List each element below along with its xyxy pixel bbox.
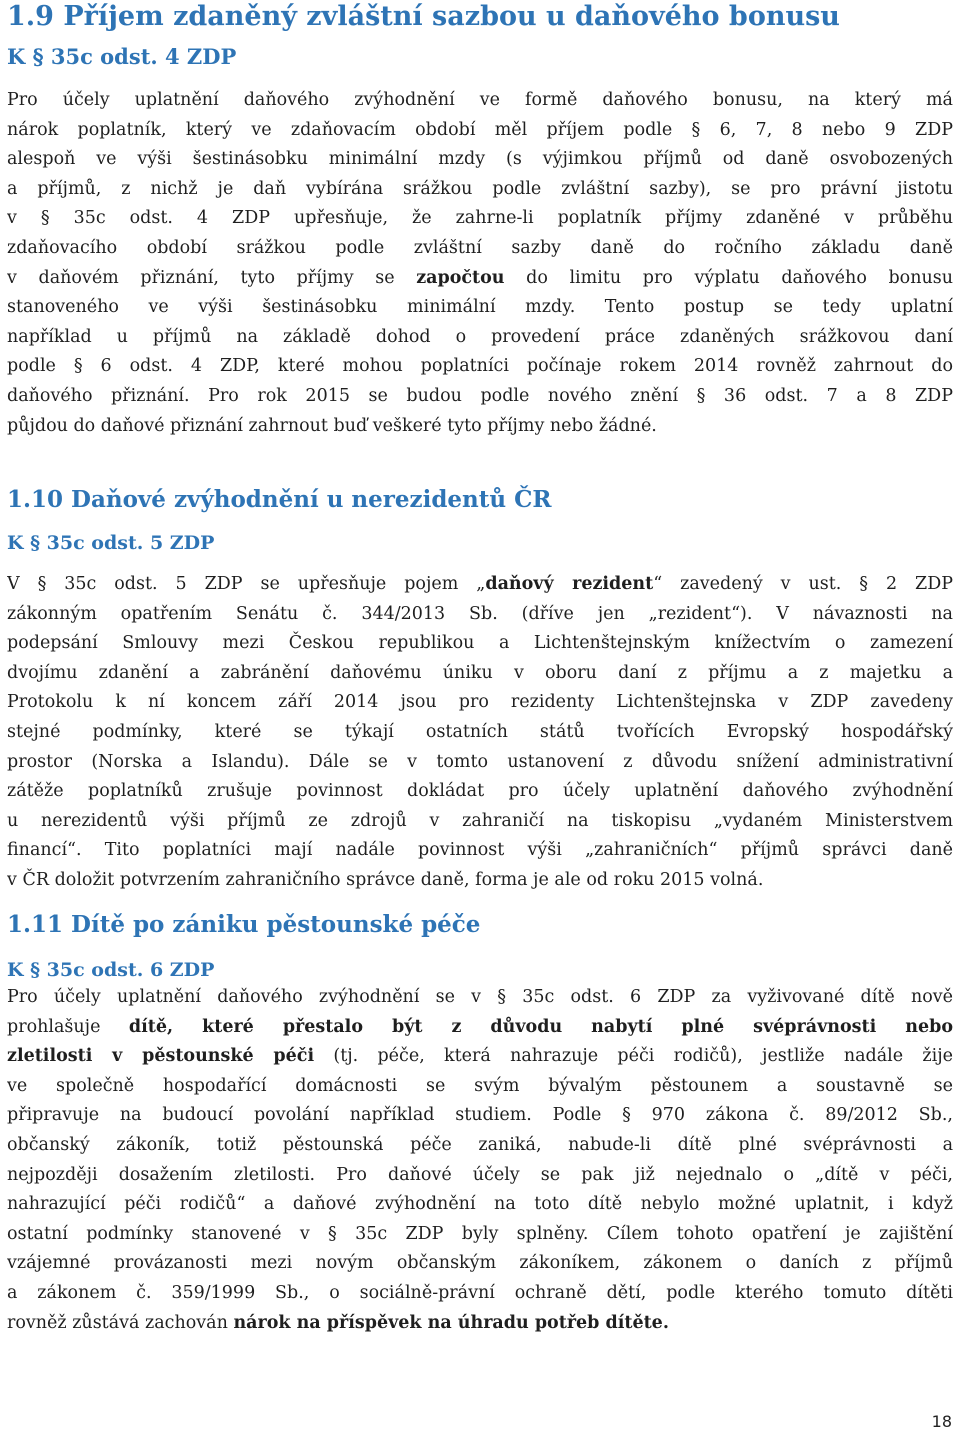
text-line: a zákonem č. 359/1999 Sb., o sociálně-právní ochraně dětí, podle kterého tomuto dítěti [7,1282,953,1303]
text-line: nárok poplatník, který ve zdaňovacím období měl příjem podle § 6, 7, 8 nebo 9 ZDP [7,119,953,140]
text-fragment: (tj. péče, která nahrazuje péči rodičů), jestliže nadále žije [314,1046,953,1067]
section-ref-1-11: K § 35c odst. 6 ZDP [7,959,215,981]
text-line: vzájemné provázanosti mezi novým občanským zákoníkem, zákonem o daních z příjmů [7,1253,953,1274]
text-line: v ČR doložit potvrzením zahraničního správce daně, forma je ale od roku 2015 volná. [7,869,764,890]
text-line: zátěže poplatníků zrušuje povinnost dokládat pro účely uplatnění daňového zvýhodnění [7,781,953,802]
text-line: podepsání Smlouvy mezi Českou republikou a Lichtenštejnským knížectvím o zamezení [7,633,953,654]
section-heading-1-11: 1.11 Dítě po zániku pěstounské péče [7,911,481,938]
text-line: dvojímu zdanění a zabránění daňovému úniku v oboru daní z příjmu a z majetku a [7,662,953,683]
text-line: stanoveného ve výši šestinásobku minimální mzdy. Tento postup se tedy uplatní [7,297,953,318]
paragraph-1-10 [7,570,953,896]
text-line: stejné podmínky, které se týkají ostatních států tvořících Evropský hospodářský [7,721,953,742]
text-line: Protokolu k ní koncem září 2014 jsou pro rezidenty Lichtenštejnska v ZDP zavedeny [7,692,953,713]
page-number: 18 [931,1412,952,1431]
bold-text: zletilosti v pěstounské péči [7,1046,315,1067]
text-line: připravuje na budoucí povolání například studiem. Podle § 970 zákona č. 89/2012 Sb., [7,1105,953,1126]
text-line [7,1309,953,1339]
text-fragment: rovněž zůstává zachován [7,1312,234,1333]
text-line: a příjmů, z nichž je daň vybírána srážkou podle zvláštní sazby), se pro právní jistotu [7,178,953,199]
text-fragment: do limitu pro výplatu daňového bonusu [504,267,953,288]
text-line: občanský zákoník, totiž pěstounská péče zaniká, nabude-li dítě plné svéprávnosti a [7,1134,953,1155]
section-ref-1-10: K § 35c odst. 5 ZDP [7,532,215,554]
text-fragment: V § 35c odst. 5 ZDP se upřesňuje pojem „ [7,574,486,594]
text-line: Pro účely uplatnění daňového zvýhodnění se v § 35c odst. 6 ZDP za vyživované dítě nově [7,987,953,1007]
text-line [7,1042,953,1072]
text-line [7,264,953,294]
bold-text: daňový rezident [485,574,654,594]
text-line: ve společně hospodařící domácnosti se svým bývalým pěstounem a soustavně se [7,1075,953,1096]
text-line: nejpozději dosažením zletilosti. Pro daňové účely se pak již nejednalo o „dítě v péči, [7,1164,953,1185]
bold-text: nárok na příspěvek na úhradu potřeb dítěte. [233,1312,669,1333]
text-line: podle § 6 odst. 4 ZDP, které mohou poplatníci počínaje rokem 2014 rovněž zahrnout do [7,356,953,377]
text-line: u nerezidentů výši příjmů ze zdrojů v zahraničí na tiskopisu „vydaném Ministerstvem [7,810,953,831]
text-line: nahrazující péči rodičů“ a daňové zvýhodnění na toto dítě nebylo možné uplatnit, i když [7,1194,953,1215]
section-heading-1-10: 1.10 Daňové zvýhodnění u nerezidentů ČR [7,486,552,513]
section-heading-1-9: 1.9 Příjem zdaněný zvláštní sazbou u daňového bonusu [7,1,840,32]
text-line: zákonným opatřením Senátu č. 344/2013 Sb. (dříve jen „rezident“). V návaznosti na [7,603,953,624]
text-line [7,1013,953,1043]
text-line: Pro účely uplatnění daňového zvýhodnění ve formě daňového bonusu, na který má [7,90,953,110]
text-line: v § 35c odst. 4 ZDP upřesňuje, že zahrne-li poplatník příjmy zdaněné v průběhu [7,208,953,229]
paragraph-1-9 [7,86,953,441]
bold-text: započtou [416,267,505,288]
text-line [7,570,953,600]
text-line: ostatní podmínky stanovené v § 35c ZDP byly splněny. Cílem tohoto opatření je zajištění [7,1223,953,1244]
text-line: půjdou do daňové přiznání zahrnout buď veškeré tyto příjmy nebo žádné. [7,415,657,436]
paragraph-1-11 [7,983,953,1338]
text-line: financí“. Tito poplatníci mají nadále povinnost výši „zahraničních“ příjmů správci daně [7,840,953,861]
text-line: například u příjmů na základě dohod o provedení práce zdaněných srážkovou daní [7,326,953,347]
text-fragment: v daňovém přiznání, tyto příjmy se [7,267,417,288]
section-ref-1-9: K § 35c odst. 4 ZDP [7,44,237,69]
text-line: daňového přiznání. Pro rok 2015 se budou podle nového znění § 36 odst. 7 a 8 ZDP [7,385,953,406]
text-line: alespoň ve výši šestinásobku minimální mzdy (s výjimkou příjmů od daně osvobozených [7,149,953,170]
text-line: prostor (Norska a Islandu). Dále se v tomto ustanovení z důvodu snížení administrativní [7,751,953,772]
bold-text: dítě, které přestalo být z důvodu nabytí plné svéprávnosti nebo [128,1016,953,1037]
text-fragment: “ zavedený v ust. § 2 ZDP [653,574,953,594]
text-fragment: prohlašuje [7,1016,129,1037]
text-line: zdaňovacího období srážkou podle zvláštní sazby daně do ročního základu daně [7,237,953,258]
